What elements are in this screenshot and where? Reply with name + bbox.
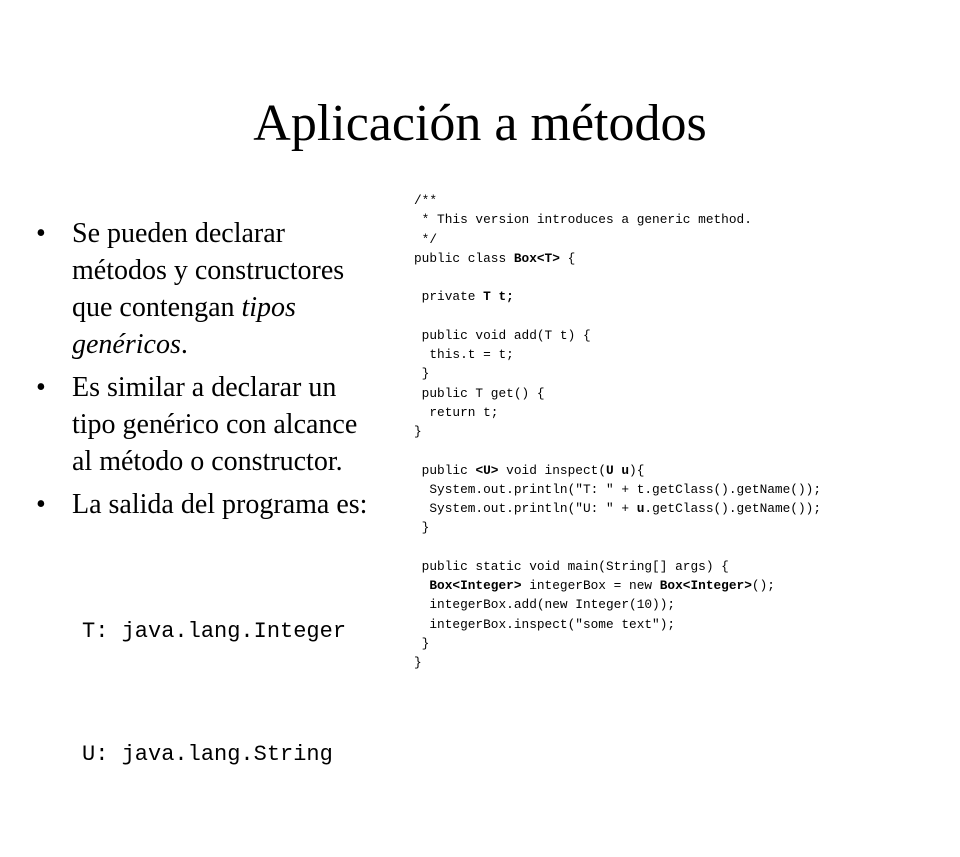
bullet-line-text: . xyxy=(180,329,188,360)
bullet-line: métodos y constructores xyxy=(72,255,345,286)
bullet-text xyxy=(72,369,416,480)
bullet-line: al método o constructor. xyxy=(72,446,343,477)
bullet-line: La salida del programa es: xyxy=(72,489,368,520)
bullet-line xyxy=(72,289,416,326)
bullet-item xyxy=(36,369,416,480)
code-line: System.out.println("T: " + t.getClass().getName()); xyxy=(414,481,822,497)
code-line: return t; xyxy=(414,404,499,420)
code-line xyxy=(414,441,954,460)
bullet-line: tipo genérico con alcance xyxy=(72,409,358,440)
bullet-text xyxy=(72,215,416,363)
code-line: public void add(T t) { xyxy=(414,327,591,343)
code-block xyxy=(414,191,954,672)
bullet-dot-icon: • xyxy=(36,372,46,403)
bullet-item xyxy=(36,486,416,523)
code-line: } xyxy=(414,424,422,439)
code-line: integerBox.add(new Integer(10)); xyxy=(414,597,676,613)
output-line: T: java.lang.Integer xyxy=(82,619,347,644)
emphasis-text: genéricos xyxy=(72,329,181,360)
code-line: public <U> void inspect(U u){ xyxy=(414,462,645,478)
bullet-text xyxy=(72,486,416,523)
code-line: */ xyxy=(414,231,438,247)
code-line: } xyxy=(414,655,422,670)
code-line: integerBox.inspect("some text"); xyxy=(414,616,676,632)
program-output xyxy=(82,529,416,857)
code-line: } xyxy=(414,520,430,536)
bullet-dot-icon: • xyxy=(36,489,46,520)
emphasis-text: tipos xyxy=(241,292,296,323)
bullet-list xyxy=(36,215,416,857)
code-line: /** xyxy=(414,193,438,208)
bullet-line-text: que contengan xyxy=(72,292,242,323)
code-line xyxy=(414,307,954,326)
code-line: Box<Integer> integerBox = new Box<Integer>(); xyxy=(429,578,775,593)
output-line: U: java.lang.String xyxy=(82,742,333,767)
bullet-item xyxy=(36,215,416,363)
bullet-line: Se pueden declarar xyxy=(72,218,285,249)
code-line: public class Box<T> { xyxy=(414,250,576,266)
bullet-line xyxy=(72,326,416,363)
code-line: private T t; xyxy=(414,289,514,305)
code-line: public T get() { xyxy=(414,385,545,401)
code-line xyxy=(414,268,954,287)
code-line: } xyxy=(414,635,430,651)
code-line: * This version introduces a generic method. xyxy=(414,212,752,228)
code-line xyxy=(414,538,954,557)
code-line: public static void main(String[] args) { xyxy=(414,558,729,574)
code-line: } xyxy=(414,366,430,382)
code-line: this.t = t; xyxy=(414,347,514,362)
code-line: System.out.println("U: " + u.getClass().getName()); xyxy=(414,501,822,516)
bullet-line: Es similar a declarar un xyxy=(72,372,337,403)
bullet-dot-icon: • xyxy=(36,218,46,249)
slide-title: Aplicación a métodos xyxy=(253,95,707,152)
